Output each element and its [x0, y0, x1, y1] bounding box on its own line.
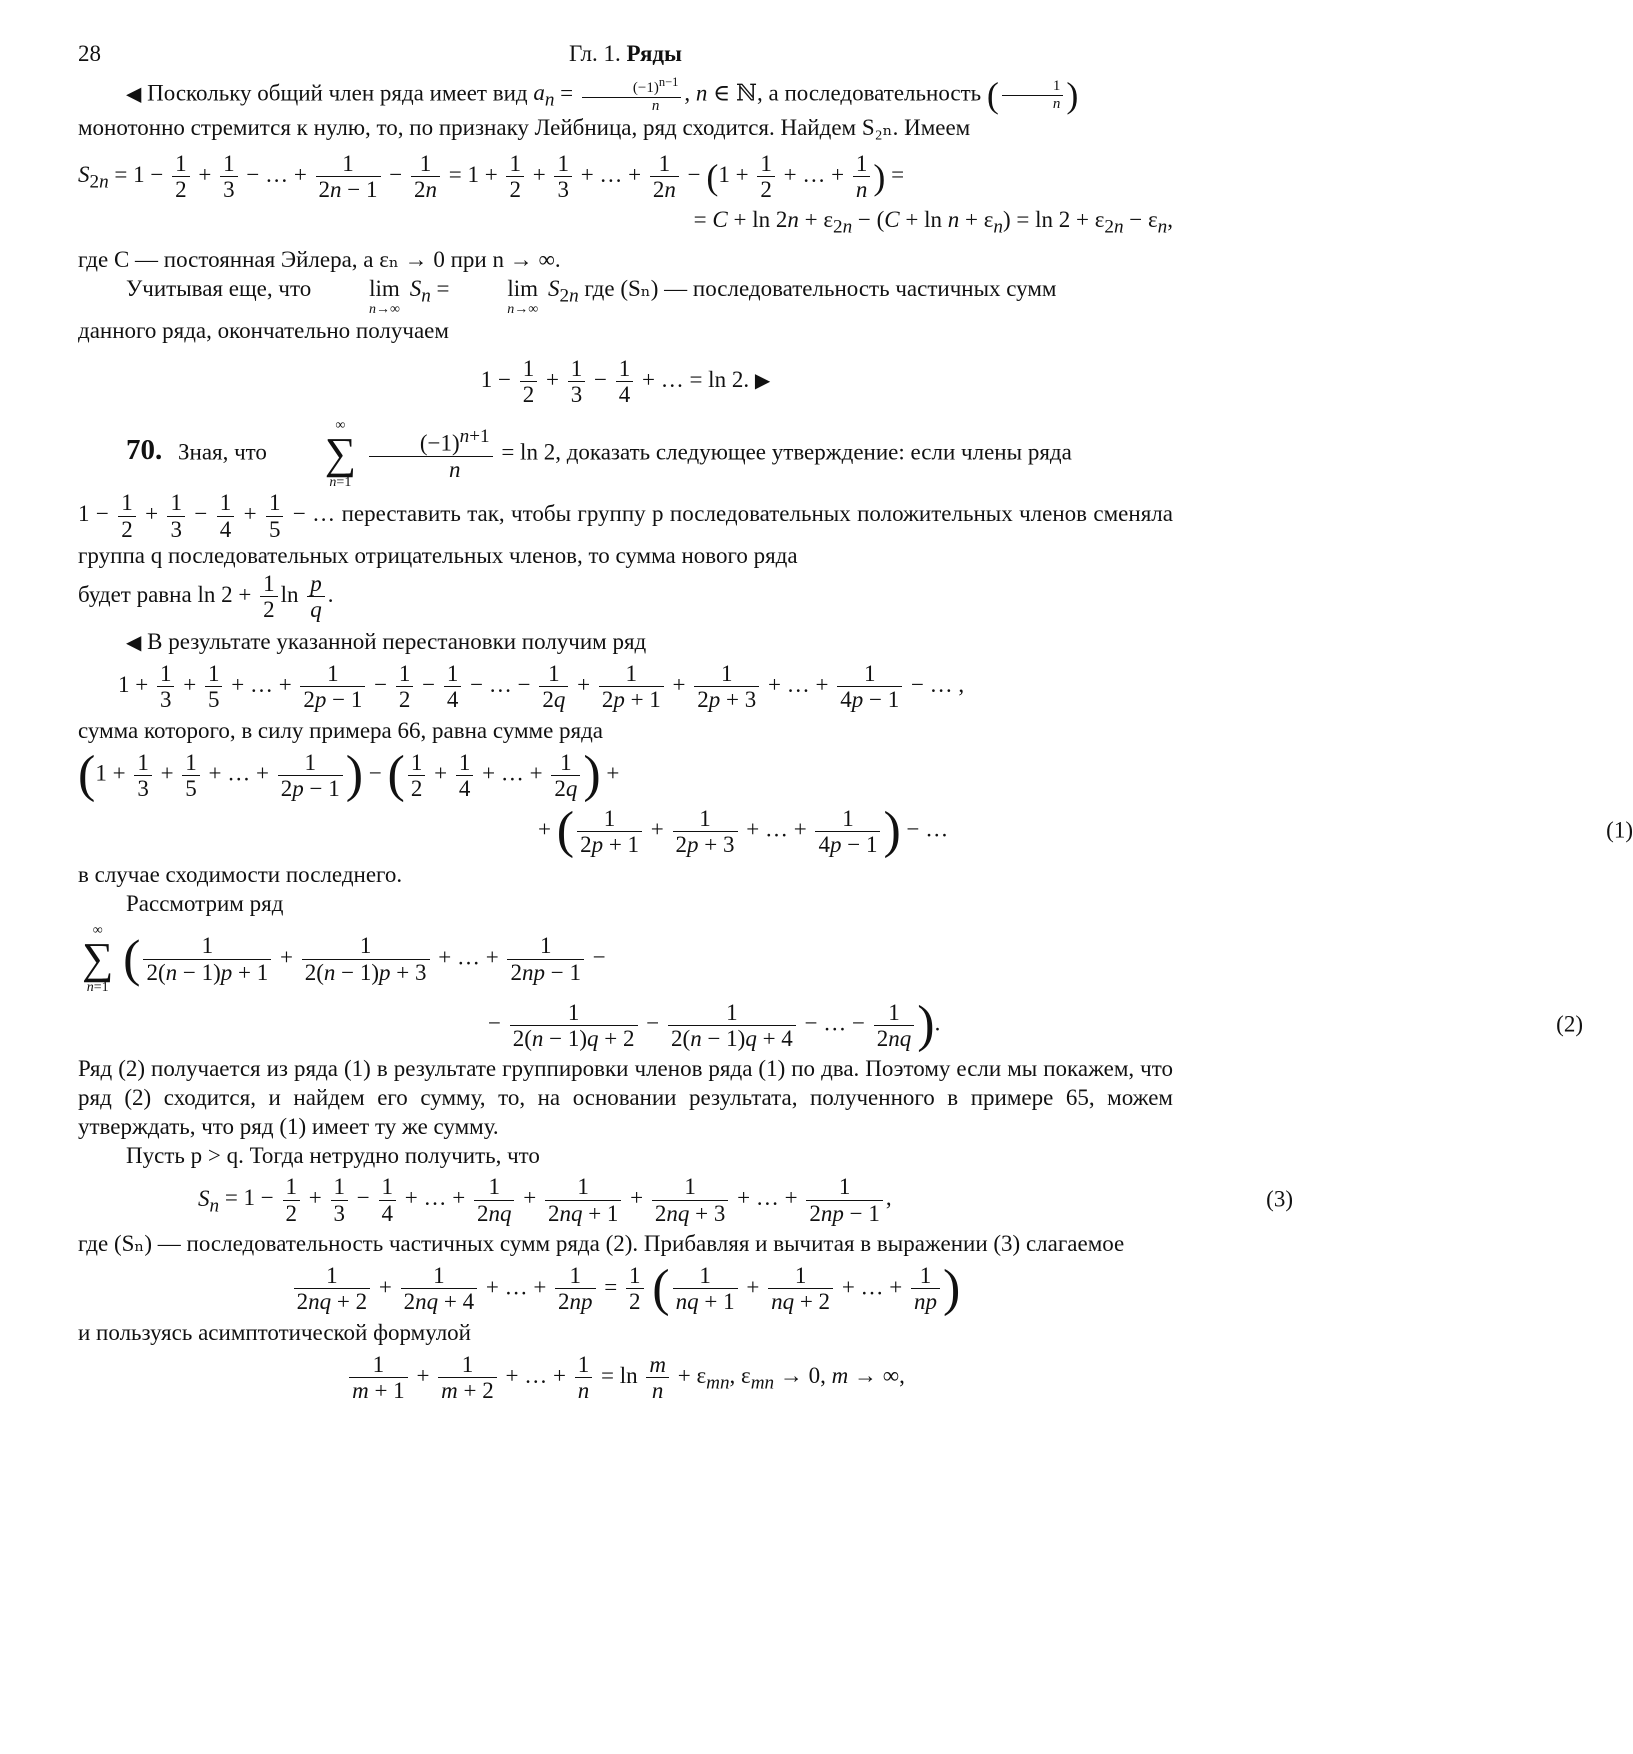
- paragraph-leibniz: монотонно стремится к нулю, то, по признаку Лейбница, ряд сходится. Найдем S₂ₙ. Имеем: [78, 115, 971, 140]
- right-triangle-icon: ▶: [754, 370, 771, 393]
- equation-number: (2): [1556, 1012, 1583, 1038]
- page: [78, 36, 1633, 1407]
- paragraph-rearrangement: ◀ В результате указанной перестановки получим ряд: [126, 629, 647, 655]
- paragraph-intro: ◀ Поскольку общий член ряда имеет вид $a_n$ = $\frac{(-1)^{n-1}}{n}$ , n ∈ ℕ, а последовательность ( $\frac{1}{n}$ ): [126, 75, 1079, 115]
- page-header: [78, 36, 1173, 76]
- paragraph-euler: где C — постоянная Эйлера, а εₙ → 0 при n → ∞.: [78, 246, 561, 272]
- formula-an: $\frac{(-1)^{n-1}}{n}$: [582, 76, 682, 114]
- running-head: Гл. 1. Ряды: [568, 41, 683, 66]
- paragraph-consider: Рассмотрим ряд: [126, 891, 284, 917]
- paragraph-asymptotic: и пользуясь асимптотической формулой: [78, 1319, 471, 1345]
- formula-s2n-line1: $S_{2n} = 1$ − $\frac{1}{2}$ + $\frac{1}{3}$ − … + $\frac{1}{2n - 1}$ − $\frac{1}{2n}$ = 1 + $\frac{1}{2}$ + $\frac{1}{3}$ + … + $\frac{1}{2n}$ − (1 + $\frac{1}{2}$ + … + $\frac{1}{n}$ ) =: [78, 150, 905, 203]
- left-triangle-icon: ◀: [126, 632, 142, 655]
- paragraph-sum-note: сумма которого, в силу примера 66, равна сумме ряда: [78, 717, 604, 743]
- formula-ln2: 1 − $\frac{1}{2}$ + $\frac{1}{3}$ − $\frac{1}{4}$ + … = ln 2. ▶: [480, 356, 771, 408]
- paragraph-grouping: Ряд (2) получается из ряда (1) в результате группировки членов ряда (1) по два. Поэтому если мы покажем, что ряд (2) сходится, и найдем его сумму, то, на основании результата, полученного в примере 65, можем утверждать, что ряд (1) имеет ту же сумму.: [78, 1056, 1173, 1139]
- formula-asymptotic: $\frac{1}{m + 1}$ + $\frac{1}{m + 2}$ + … + $\frac{1}{n}$ = ln $\frac{m}{n}$ + $\varepsilon_{mn}$, $\varepsilon_{mn} \to 0$, m → ∞,: [78, 1352, 1173, 1404]
- left-triangle-icon: ◀: [126, 83, 142, 106]
- paragraph-partial: где (Sₙ) — последовательность частичных сумм ряда (2). Прибавляя и вычитая в выражении (3) слагаемое: [78, 1231, 1125, 1257]
- page-number: 28: [78, 41, 101, 66]
- formula-3: $S_n = 1$ − $\frac{1}{2}$ + $\frac{1}{3}$ − $\frac{1}{4}$ + … + $\frac{1}{2nq}$ + $\frac{1}{2nq + 1}$ + $\frac{1}{2nq + 3}$ + … + $\frac{1}{2np - 1}$ , (3): [198, 1174, 1293, 1226]
- problem-70-result: будет равна ln 2 + $\frac{1}{2}$ ln $\frac{p}{q}$ .: [78, 570, 334, 622]
- formula-2-line1: ∞ ∑ n=1 ( $\frac{1}{2(n - 1)p + 1}$ + $\frac{1}{2(n - 1)p + 3}$ + … + $\frac{1}{2np - 1}$ −: [82, 922, 606, 996]
- problem-70-series: 1 − $\frac{1}{2}$ + $\frac{1}{3}$ − $\frac{1}{4}$ + $\frac{1}{5}$ − … переставить так, чтобы группу p последовательных положительных членов сменяла группа q последовательных отрицательных членов, то сумма нового ряда: [78, 490, 1173, 568]
- formula-rearranged-series: 1 + $\frac{1}{3}$ + $\frac{1}{5}$ + … + $\frac{1}{2p - 1}$ − $\frac{1}{2}$ − $\frac{1}{4}$ − … − $\frac{1}{2q}$ + $\frac{1}{2p + 1}$ + $\frac{1}{2p + 3}$ + … + $\frac{1}{4p - 1}$ − … ,: [118, 661, 965, 713]
- paragraph-finally: данного ряда, окончательно получаем: [78, 318, 449, 344]
- paragraph-convergence: в случае сходимости последнего.: [78, 862, 403, 888]
- paragraph-let: Пусть p > q. Тогда нетрудно получить, что: [126, 1142, 540, 1168]
- equation-number: (1): [1606, 817, 1633, 843]
- formula-1-line2: + ( $\frac{1}{2p + 1}$ + $\frac{1}{2p + 3}$ + … + $\frac{1}{4p - 1}$ ) − … (1): [538, 802, 1633, 860]
- formula-1-line1: (1 + $\frac{1}{3}$ + $\frac{1}{5}$ + … + $\frac{1}{2p - 1}$ ) − ( $\frac{1}{2}$ + $\frac{1}{4}$ + … + $\frac{1}{2q}$ ) +: [78, 746, 620, 804]
- formula-2-line2: − $\frac{1}{2(n - 1)q + 2}$ − $\frac{1}{2(n - 1)q + 4}$ − … − $\frac{1}{2nq}$ ). (2): [488, 996, 1583, 1054]
- formula-s2n-line2: = $C + \ln 2n + \varepsilon_{2n} - (C + \ln n + \varepsilon_n) = \ln 2 + \varepsilon_{2n} - \varepsilon_n$,: [693, 207, 1173, 238]
- paragraph-limit: Учитывая еще, что lim n→∞ $S_n$ = lim n→∞ $S_{2n}$ где (Sₙ) — последовательность частичных сумм: [126, 275, 1057, 318]
- equation-number: (3): [1266, 1186, 1293, 1212]
- problem-70: 70. Зная, что ∞ ∑ n=1 $\frac{(-1)^{n+1}}{n}$ = ln 2, доказать следующее утверждение: если члены ряда: [126, 417, 1072, 490]
- formula-add-subtract: $\frac{1}{2nq + 2}$ + $\frac{1}{2nq + 4}$ + … + $\frac{1}{2np}$ = $\frac{1}{2}$ ( $\frac{1}{nq + 1}$ + $\frac{1}{nq + 2}$ + … + $\frac{1}{np}$ ): [78, 1263, 1173, 1315]
